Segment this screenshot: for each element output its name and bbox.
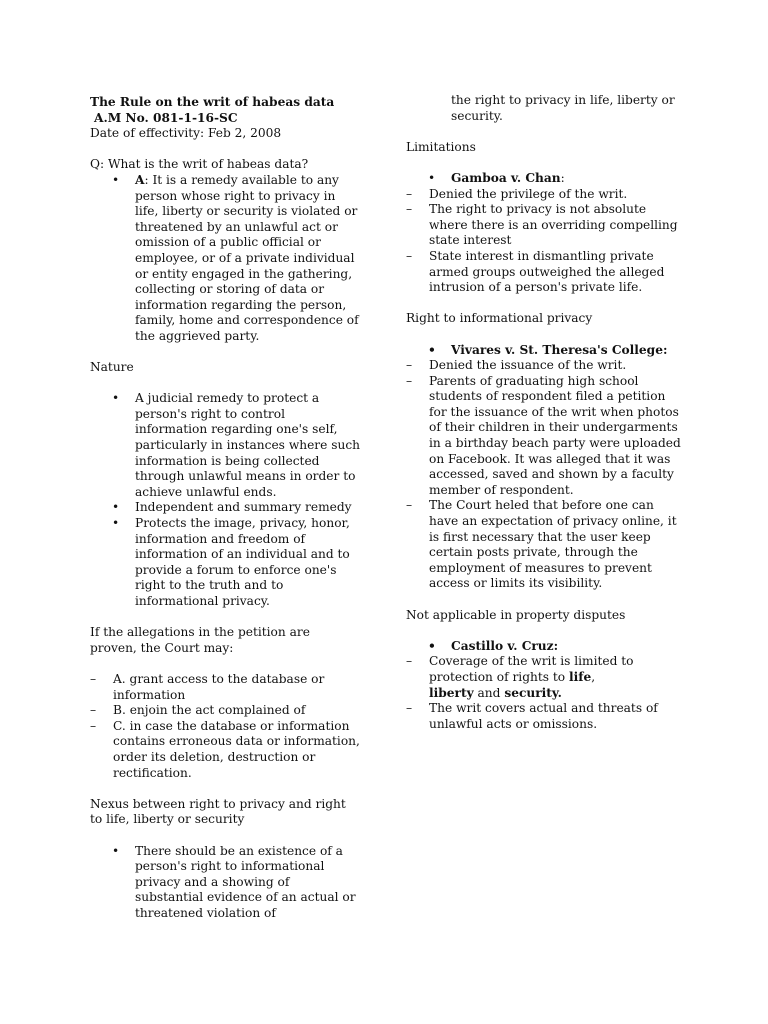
case-point: [406, 654, 686, 701]
case-point: – The right to privacy is not absolute where there is an overriding compelling state interest: [406, 202, 686, 249]
case-point: – State interest in dismantling private armed groups outweighed the alleged intrusion of a person's private life.: [406, 249, 686, 296]
right-life: life: [569, 669, 592, 684]
answer-text: : It is a remedy available to any person whose right to privacy in life, liberty or security is violated or threatened by an unlawful act or omission of a public official or employee, or of a private individual or entity engaged in the gathering, collecting or storing of data or information regarding the person, family, home and correspondence of the aggrieved party.: [135, 172, 359, 343]
answer-label: A: [135, 172, 145, 187]
vivares-points: [406, 358, 686, 592]
effectivity-date: Date of effectivity: Feb 2, 2008: [90, 126, 282, 141]
case-name: Gamboa v. Chan: [451, 170, 561, 185]
nature-item: • Independent and summary remedy: [90, 500, 360, 516]
case-vivares: • Vivares v. St. Theresa's College:: [406, 343, 686, 359]
case-point: – The writ covers actual and threats of unlawful acts or omissions.: [406, 701, 686, 732]
limitations-heading: Limitations: [406, 139, 476, 154]
informational-case-list: [406, 343, 686, 359]
nature-item: • Protects the image, privacy, honor, information and freedom of information of an individual and to provide a forum to enforce one's right to the truth and to informational privacy.: [90, 516, 360, 610]
informational-heading: Right to informational privacy: [406, 311, 593, 326]
property-case-list: [406, 639, 686, 655]
case-gamboa: [406, 171, 686, 187]
nexus-heading: Nexus between right to privacy and right to life, liberty or security: [90, 796, 346, 827]
court-actions-list: [90, 672, 360, 781]
document-title: The Rule on the writ of habeas data: [90, 95, 335, 109]
answer-list: [90, 173, 360, 345]
case-castillo: • Castillo v. Cruz:: [406, 639, 686, 655]
point-text: Coverage of the writ is limited to protection of rights to: [429, 654, 634, 684]
nexus-continuation: the right to privacy in life, liberty or security.: [451, 93, 675, 123]
nexus-list: [90, 844, 360, 922]
nature-heading: Nature: [90, 360, 134, 375]
castillo-points: [406, 654, 686, 732]
property-heading: Not applicable in property disputes: [406, 607, 626, 622]
gamboa-points: [406, 187, 686, 296]
case-colon: :: [560, 170, 565, 185]
nature-list: [90, 391, 360, 609]
allegations-intro: If the allegations in the petition are proven, the Court may:: [90, 625, 310, 655]
court-action-item: – B. enjoin the act complained of: [90, 703, 360, 719]
court-action-item: – A. grant access to the database or information: [90, 672, 360, 703]
nature-item: • A judicial remedy to protect a person's right to control information regarding one's self, particularly in instances where such information is being collected through unlawful means in order to achieve unlawful ends.: [90, 391, 360, 500]
point-comma: ,: [591, 669, 596, 684]
right-security: security.: [504, 685, 562, 700]
am-number: A.M No. 081-1-16-SC: [94, 110, 238, 125]
court-action-item: – C. in case the database or information contains erroneous data or information, order its deletion, destruction or rectification.: [90, 719, 360, 781]
question-text: Q: What is the writ of habeas data?: [90, 157, 309, 172]
answer-item: [90, 173, 360, 345]
point-and: and: [473, 685, 505, 700]
case-point: – The Court heled that before one can have an expectation of privacy online, it is first necessary that the user keep certain posts private, through the employment of measures to prevent access or limits its visibility.: [406, 498, 686, 592]
right-liberty: liberty: [429, 685, 474, 700]
right-column: [406, 93, 686, 732]
case-point: – Denied the privilege of the writ.: [406, 187, 686, 203]
left-column: [90, 95, 360, 921]
case-point: – Parents of graduating high school students of respondent filed a petition for the issuance of the writ when photos of their children in their undergarments in a birthday beach party were uploaded on Facebook. It was alleged that it was accessed, saved and shown by a faculty member of respondent.: [406, 374, 686, 499]
nexus-item: • There should be an existence of a person's right to informational privacy and a showing of substantial evidence of an actual or threatened violation of: [90, 844, 360, 922]
case-point: – Denied the issuance of the writ.: [406, 358, 686, 374]
limitations-case-list: [406, 171, 686, 187]
